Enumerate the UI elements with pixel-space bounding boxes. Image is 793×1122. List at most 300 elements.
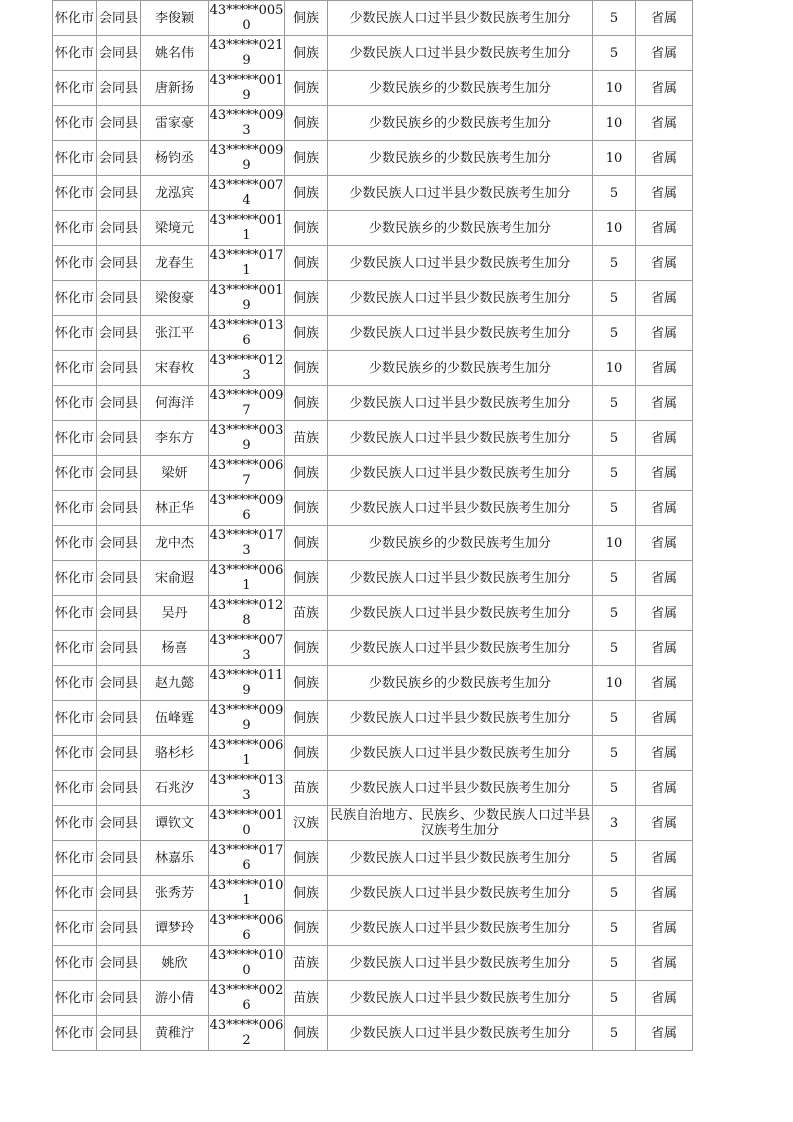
id-number-line2: 7 bbox=[242, 403, 251, 418]
id-number-line2: 9 bbox=[242, 683, 251, 698]
bonus-reason-cell: 少数民族人口过半县少数民族考生加分 bbox=[328, 596, 593, 631]
id-number-cell bbox=[209, 1016, 285, 1051]
table-row bbox=[53, 211, 693, 246]
ethnicity-cell: 苗族 bbox=[285, 596, 328, 631]
table-row bbox=[53, 561, 693, 596]
id-number-line2: 6 bbox=[242, 508, 251, 523]
bonus-points-cell: 5 bbox=[593, 876, 636, 911]
level-cell: 省属 bbox=[636, 561, 693, 596]
bonus-points-table bbox=[52, 0, 693, 1051]
bonus-points-cell: 5 bbox=[593, 1016, 636, 1051]
ethnicity-cell: 苗族 bbox=[285, 771, 328, 806]
id-number-cell bbox=[209, 771, 285, 806]
id-number-line2: 1 bbox=[242, 228, 251, 243]
bonus-points-cell: 5 bbox=[593, 386, 636, 421]
county-cell: 会同县 bbox=[97, 491, 141, 526]
name-cell: 姚欣 bbox=[141, 946, 209, 981]
id-number-line1: 43*****009 bbox=[209, 388, 284, 403]
bonus-points-cell: 5 bbox=[593, 911, 636, 946]
county-cell: 会同县 bbox=[97, 596, 141, 631]
name-cell: 梁境元 bbox=[141, 211, 209, 246]
bonus-reason-cell: 少数民族人口过半县少数民族考生加分 bbox=[328, 946, 593, 981]
id-number-cell bbox=[209, 176, 285, 211]
ethnicity-cell: 侗族 bbox=[285, 736, 328, 771]
id-number-line1: 43*****002 bbox=[209, 983, 284, 998]
level-cell: 省属 bbox=[636, 176, 693, 211]
county-cell: 会同县 bbox=[97, 246, 141, 281]
city-cell: 怀化市 bbox=[53, 1016, 97, 1051]
bonus-reason-cell: 少数民族乡的少数民族考生加分 bbox=[328, 106, 593, 141]
ethnicity-cell: 侗族 bbox=[285, 281, 328, 316]
id-number-line2: 3 bbox=[242, 648, 251, 663]
bonus-reason-cell: 少数民族人口过半县少数民族考生加分 bbox=[328, 386, 593, 421]
city-cell: 怀化市 bbox=[53, 246, 97, 281]
id-number-line2: 6 bbox=[242, 928, 251, 943]
id-number-line2: 9 bbox=[242, 718, 251, 733]
name-cell: 李俊颖 bbox=[141, 1, 209, 36]
city-cell: 怀化市 bbox=[53, 526, 97, 561]
county-cell: 会同县 bbox=[97, 736, 141, 771]
table-row bbox=[53, 526, 693, 561]
bonus-reason-cell: 少数民族乡的少数民族考生加分 bbox=[328, 71, 593, 106]
level-cell: 省属 bbox=[636, 876, 693, 911]
ethnicity-cell: 侗族 bbox=[285, 141, 328, 176]
city-cell: 怀化市 bbox=[53, 176, 97, 211]
id-number-line1: 43*****006 bbox=[209, 458, 284, 473]
id-number-line2: 0 bbox=[242, 823, 251, 838]
id-number-line1: 43*****013 bbox=[209, 318, 284, 333]
city-cell: 怀化市 bbox=[53, 316, 97, 351]
name-cell: 赵九懿 bbox=[141, 666, 209, 701]
id-number-line1: 43*****009 bbox=[209, 108, 284, 123]
ethnicity-cell: 侗族 bbox=[285, 36, 328, 71]
table-row bbox=[53, 841, 693, 876]
ethnicity-cell: 侗族 bbox=[285, 631, 328, 666]
level-cell: 省属 bbox=[636, 841, 693, 876]
id-number-cell bbox=[209, 596, 285, 631]
name-cell: 宋春枚 bbox=[141, 351, 209, 386]
city-cell: 怀化市 bbox=[53, 841, 97, 876]
id-number-line2: 1 bbox=[242, 263, 251, 278]
level-cell: 省属 bbox=[636, 946, 693, 981]
ethnicity-cell: 苗族 bbox=[285, 946, 328, 981]
id-number-cell bbox=[209, 316, 285, 351]
id-number-line1: 43*****005 bbox=[209, 3, 284, 18]
county-cell: 会同县 bbox=[97, 841, 141, 876]
table-row bbox=[53, 456, 693, 491]
bonus-reason-cell: 少数民族人口过半县少数民族考生加分 bbox=[328, 701, 593, 736]
id-number-line2: 0 bbox=[242, 18, 251, 33]
bonus-points-cell: 10 bbox=[593, 351, 636, 386]
level-cell: 省属 bbox=[636, 246, 693, 281]
name-cell: 梁俊豪 bbox=[141, 281, 209, 316]
city-cell: 怀化市 bbox=[53, 771, 97, 806]
ethnicity-cell: 苗族 bbox=[285, 981, 328, 1016]
id-number-cell bbox=[209, 71, 285, 106]
bonus-points-cell: 10 bbox=[593, 666, 636, 701]
id-number-line2: 2 bbox=[242, 1033, 251, 1048]
name-cell: 杨钧丞 bbox=[141, 141, 209, 176]
county-cell: 会同县 bbox=[97, 911, 141, 946]
bonus-reason-cell: 少数民族人口过半县少数民族考生加分 bbox=[328, 911, 593, 946]
name-cell: 张秀芳 bbox=[141, 876, 209, 911]
id-number-line1: 43*****017 bbox=[209, 528, 284, 543]
id-number-cell bbox=[209, 141, 285, 176]
name-cell: 梁妍 bbox=[141, 456, 209, 491]
id-number-cell bbox=[209, 911, 285, 946]
city-cell: 怀化市 bbox=[53, 631, 97, 666]
bonus-points-cell: 3 bbox=[593, 806, 636, 841]
county-cell: 会同县 bbox=[97, 806, 141, 841]
ethnicity-cell: 汉族 bbox=[285, 806, 328, 841]
bonus-reason-cell: 少数民族人口过半县少数民族考生加分 bbox=[328, 246, 593, 281]
bonus-reason-cell: 少数民族人口过半县少数民族考生加分 bbox=[328, 421, 593, 456]
ethnicity-cell: 侗族 bbox=[285, 911, 328, 946]
bonus-points-cell: 5 bbox=[593, 316, 636, 351]
bonus-reason-cell: 少数民族人口过半县少数民族考生加分 bbox=[328, 631, 593, 666]
county-cell: 会同县 bbox=[97, 1016, 141, 1051]
table-row bbox=[53, 36, 693, 71]
bonus-reason-cell: 少数民族人口过半县少数民族考生加分 bbox=[328, 736, 593, 771]
city-cell: 怀化市 bbox=[53, 666, 97, 701]
id-number-line2: 1 bbox=[242, 753, 251, 768]
id-number-line1: 43*****006 bbox=[209, 913, 284, 928]
city-cell: 怀化市 bbox=[53, 456, 97, 491]
id-number-cell bbox=[209, 246, 285, 281]
level-cell: 省属 bbox=[636, 36, 693, 71]
table-row bbox=[53, 771, 693, 806]
id-number-line1: 43*****010 bbox=[209, 878, 284, 893]
id-number-cell bbox=[209, 211, 285, 246]
ethnicity-cell: 侗族 bbox=[285, 316, 328, 351]
table-row bbox=[53, 491, 693, 526]
name-cell: 龙泓宾 bbox=[141, 176, 209, 211]
id-number-line1: 43*****009 bbox=[209, 493, 284, 508]
id-number-line2: 7 bbox=[242, 473, 251, 488]
ethnicity-cell: 侗族 bbox=[285, 1, 328, 36]
bonus-reason-cell: 少数民族人口过半县少数民族考生加分 bbox=[328, 456, 593, 491]
id-number-cell bbox=[209, 526, 285, 561]
city-cell: 怀化市 bbox=[53, 701, 97, 736]
name-cell: 谭梦玲 bbox=[141, 911, 209, 946]
id-number-line2: 6 bbox=[242, 858, 251, 873]
ethnicity-cell: 侗族 bbox=[285, 701, 328, 736]
county-cell: 会同县 bbox=[97, 176, 141, 211]
name-cell: 伍峰霆 bbox=[141, 701, 209, 736]
table-row bbox=[53, 876, 693, 911]
id-number-line1: 43*****007 bbox=[209, 633, 284, 648]
name-cell: 石兆汐 bbox=[141, 771, 209, 806]
id-number-line1: 43*****001 bbox=[209, 283, 284, 298]
id-number-line2: 9 bbox=[242, 158, 251, 173]
bonus-reason-cell: 少数民族人口过半县少数民族考生加分 bbox=[328, 316, 593, 351]
county-cell: 会同县 bbox=[97, 701, 141, 736]
id-number-cell bbox=[209, 351, 285, 386]
county-cell: 会同县 bbox=[97, 631, 141, 666]
bonus-points-cell: 5 bbox=[593, 701, 636, 736]
table-row bbox=[53, 1, 693, 36]
level-cell: 省属 bbox=[636, 806, 693, 841]
id-number-cell bbox=[209, 491, 285, 526]
table-row bbox=[53, 911, 693, 946]
id-number-cell bbox=[209, 701, 285, 736]
county-cell: 会同县 bbox=[97, 386, 141, 421]
level-cell: 省属 bbox=[636, 736, 693, 771]
level-cell: 省属 bbox=[636, 281, 693, 316]
bonus-points-cell: 5 bbox=[593, 946, 636, 981]
bonus-reason-cell: 少数民族人口过半县少数民族考生加分 bbox=[328, 491, 593, 526]
level-cell: 省属 bbox=[636, 141, 693, 176]
table-row bbox=[53, 736, 693, 771]
level-cell: 省属 bbox=[636, 386, 693, 421]
city-cell: 怀化市 bbox=[53, 106, 97, 141]
bonus-points-cell: 5 bbox=[593, 771, 636, 806]
city-cell: 怀化市 bbox=[53, 491, 97, 526]
bonus-points-cell: 5 bbox=[593, 981, 636, 1016]
name-cell: 游小倩 bbox=[141, 981, 209, 1016]
id-number-line1: 43*****011 bbox=[209, 668, 284, 683]
id-number-line2: 1 bbox=[242, 893, 251, 908]
bonus-reason-cell: 少数民族人口过半县少数民族考生加分 bbox=[328, 1, 593, 36]
bonus-points-cell: 5 bbox=[593, 841, 636, 876]
table-row bbox=[53, 281, 693, 316]
level-cell: 省属 bbox=[636, 106, 693, 141]
city-cell: 怀化市 bbox=[53, 211, 97, 246]
bonus-reason-cell: 少数民族人口过半县少数民族考生加分 bbox=[328, 561, 593, 596]
id-number-cell bbox=[209, 806, 285, 841]
name-cell: 谭钦文 bbox=[141, 806, 209, 841]
ethnicity-cell: 侗族 bbox=[285, 71, 328, 106]
county-cell: 会同县 bbox=[97, 561, 141, 596]
city-cell: 怀化市 bbox=[53, 596, 97, 631]
name-cell: 唐新扬 bbox=[141, 71, 209, 106]
name-cell: 宋俞遐 bbox=[141, 561, 209, 596]
city-cell: 怀化市 bbox=[53, 561, 97, 596]
level-cell: 省属 bbox=[636, 981, 693, 1016]
name-cell: 李东方 bbox=[141, 421, 209, 456]
county-cell: 会同县 bbox=[97, 106, 141, 141]
id-number-line2: 3 bbox=[242, 788, 251, 803]
id-number-line1: 43*****010 bbox=[209, 948, 284, 963]
county-cell: 会同县 bbox=[97, 1, 141, 36]
id-number-line1: 43*****012 bbox=[209, 598, 284, 613]
level-cell: 省属 bbox=[636, 911, 693, 946]
bonus-points-cell: 5 bbox=[593, 421, 636, 456]
id-number-line2: 6 bbox=[242, 333, 251, 348]
county-cell: 会同县 bbox=[97, 946, 141, 981]
name-cell: 林正华 bbox=[141, 491, 209, 526]
table-row bbox=[53, 386, 693, 421]
city-cell: 怀化市 bbox=[53, 911, 97, 946]
name-cell: 张江平 bbox=[141, 316, 209, 351]
name-cell: 龙春生 bbox=[141, 246, 209, 281]
level-cell: 省属 bbox=[636, 526, 693, 561]
id-number-line1: 43*****006 bbox=[209, 738, 284, 753]
name-cell: 雷家豪 bbox=[141, 106, 209, 141]
county-cell: 会同县 bbox=[97, 421, 141, 456]
table-row bbox=[53, 946, 693, 981]
level-cell: 省属 bbox=[636, 631, 693, 666]
id-number-line2: 3 bbox=[242, 368, 251, 383]
county-cell: 会同县 bbox=[97, 141, 141, 176]
ethnicity-cell: 侗族 bbox=[285, 876, 328, 911]
id-number-cell bbox=[209, 736, 285, 771]
city-cell: 怀化市 bbox=[53, 36, 97, 71]
id-number-line1: 43*****009 bbox=[209, 703, 284, 718]
county-cell: 会同县 bbox=[97, 281, 141, 316]
level-cell: 省属 bbox=[636, 771, 693, 806]
city-cell: 怀化市 bbox=[53, 386, 97, 421]
id-number-line1: 43*****021 bbox=[209, 38, 284, 53]
bonus-points-cell: 10 bbox=[593, 141, 636, 176]
bonus-reason-cell: 少数民族人口过半县少数民族考生加分 bbox=[328, 771, 593, 806]
id-number-cell bbox=[209, 1, 285, 36]
table-row bbox=[53, 246, 693, 281]
id-number-cell bbox=[209, 666, 285, 701]
city-cell: 怀化市 bbox=[53, 71, 97, 106]
table-row bbox=[53, 596, 693, 631]
level-cell: 省属 bbox=[636, 701, 693, 736]
county-cell: 会同县 bbox=[97, 771, 141, 806]
id-number-cell bbox=[209, 946, 285, 981]
bonus-points-cell: 5 bbox=[593, 246, 636, 281]
ethnicity-cell: 侗族 bbox=[285, 106, 328, 141]
bonus-points-cell: 5 bbox=[593, 1, 636, 36]
id-number-line1: 43*****006 bbox=[209, 563, 284, 578]
level-cell: 省属 bbox=[636, 491, 693, 526]
bonus-points-cell: 5 bbox=[593, 736, 636, 771]
county-cell: 会同县 bbox=[97, 316, 141, 351]
ethnicity-cell: 侗族 bbox=[285, 386, 328, 421]
id-number-line1: 43*****001 bbox=[209, 73, 284, 88]
table-row bbox=[53, 421, 693, 456]
bonus-reason-cell: 少数民族人口过半县少数民族考生加分 bbox=[328, 981, 593, 1016]
document-page bbox=[52, 0, 693, 1051]
bonus-points-cell: 5 bbox=[593, 176, 636, 211]
table-row bbox=[53, 176, 693, 211]
ethnicity-cell: 侗族 bbox=[285, 1016, 328, 1051]
bonus-points-cell: 5 bbox=[593, 631, 636, 666]
bonus-points-cell: 5 bbox=[593, 561, 636, 596]
ethnicity-cell: 侗族 bbox=[285, 666, 328, 701]
county-cell: 会同县 bbox=[97, 666, 141, 701]
ethnicity-cell: 侗族 bbox=[285, 561, 328, 596]
id-number-line2: 1 bbox=[242, 578, 251, 593]
id-number-line1: 43*****007 bbox=[209, 178, 284, 193]
id-number-line2: 4 bbox=[242, 193, 251, 208]
table-row bbox=[53, 351, 693, 386]
id-number-line2: 3 bbox=[242, 543, 251, 558]
table-row bbox=[53, 981, 693, 1016]
city-cell: 怀化市 bbox=[53, 421, 97, 456]
ethnicity-cell: 侗族 bbox=[285, 526, 328, 561]
bonus-reason-cell: 民族自治地方、民族乡、少数民族人口过半县汉族考生加分 bbox=[328, 806, 593, 841]
county-cell: 会同县 bbox=[97, 456, 141, 491]
ethnicity-cell: 侗族 bbox=[285, 491, 328, 526]
level-cell: 省属 bbox=[636, 1016, 693, 1051]
name-cell: 黄稚泞 bbox=[141, 1016, 209, 1051]
table-row bbox=[53, 106, 693, 141]
id-number-cell bbox=[209, 281, 285, 316]
table-row bbox=[53, 1016, 693, 1051]
id-number-line2: 3 bbox=[242, 123, 251, 138]
id-number-line1: 43*****012 bbox=[209, 353, 284, 368]
level-cell: 省属 bbox=[636, 1, 693, 36]
level-cell: 省属 bbox=[636, 71, 693, 106]
bonus-reason-cell: 少数民族乡的少数民族考生加分 bbox=[328, 666, 593, 701]
bonus-points-cell: 10 bbox=[593, 71, 636, 106]
id-number-line2: 9 bbox=[242, 298, 251, 313]
county-cell: 会同县 bbox=[97, 526, 141, 561]
city-cell: 怀化市 bbox=[53, 736, 97, 771]
ethnicity-cell: 侗族 bbox=[285, 841, 328, 876]
bonus-reason-cell: 少数民族人口过半县少数民族考生加分 bbox=[328, 876, 593, 911]
name-cell: 何海洋 bbox=[141, 386, 209, 421]
id-number-line1: 43*****017 bbox=[209, 248, 284, 263]
id-number-line1: 43*****001 bbox=[209, 808, 284, 823]
name-cell: 姚名伟 bbox=[141, 36, 209, 71]
level-cell: 省属 bbox=[636, 351, 693, 386]
county-cell: 会同县 bbox=[97, 351, 141, 386]
id-number-cell bbox=[209, 106, 285, 141]
level-cell: 省属 bbox=[636, 211, 693, 246]
ethnicity-cell: 侗族 bbox=[285, 351, 328, 386]
county-cell: 会同县 bbox=[97, 71, 141, 106]
city-cell: 怀化市 bbox=[53, 141, 97, 176]
id-number-line1: 43*****003 bbox=[209, 423, 284, 438]
ethnicity-cell: 侗族 bbox=[285, 211, 328, 246]
id-number-line2: 9 bbox=[242, 88, 251, 103]
city-cell: 怀化市 bbox=[53, 281, 97, 316]
bonus-reason-cell: 少数民族人口过半县少数民族考生加分 bbox=[328, 36, 593, 71]
bonus-reason-cell: 少数民族人口过半县少数民族考生加分 bbox=[328, 841, 593, 876]
id-number-line2: 0 bbox=[242, 963, 251, 978]
bonus-reason-cell: 少数民族乡的少数民族考生加分 bbox=[328, 211, 593, 246]
city-cell: 怀化市 bbox=[53, 806, 97, 841]
name-cell: 林嘉乐 bbox=[141, 841, 209, 876]
id-number-line1: 43*****006 bbox=[209, 1018, 284, 1033]
bonus-reason-cell: 少数民族乡的少数民族考生加分 bbox=[328, 351, 593, 386]
name-cell: 杨喜 bbox=[141, 631, 209, 666]
bonus-points-cell: 5 bbox=[593, 36, 636, 71]
ethnicity-cell: 侗族 bbox=[285, 176, 328, 211]
bonus-points-cell: 10 bbox=[593, 106, 636, 141]
id-number-cell bbox=[209, 421, 285, 456]
id-number-line1: 43*****009 bbox=[209, 143, 284, 158]
table-row bbox=[53, 666, 693, 701]
city-cell: 怀化市 bbox=[53, 981, 97, 1016]
bonus-points-cell: 5 bbox=[593, 596, 636, 631]
id-number-cell bbox=[209, 36, 285, 71]
city-cell: 怀化市 bbox=[53, 876, 97, 911]
table-row bbox=[53, 631, 693, 666]
level-cell: 省属 bbox=[636, 421, 693, 456]
level-cell: 省属 bbox=[636, 666, 693, 701]
id-number-cell bbox=[209, 981, 285, 1016]
city-cell: 怀化市 bbox=[53, 946, 97, 981]
id-number-cell bbox=[209, 841, 285, 876]
level-cell: 省属 bbox=[636, 596, 693, 631]
table-row bbox=[53, 141, 693, 176]
id-number-line1: 43*****001 bbox=[209, 213, 284, 228]
table-row bbox=[53, 701, 693, 736]
bonus-points-cell: 5 bbox=[593, 456, 636, 491]
bonus-reason-cell: 少数民族乡的少数民族考生加分 bbox=[328, 526, 593, 561]
name-cell: 龙中杰 bbox=[141, 526, 209, 561]
bonus-reason-cell: 少数民族人口过半县少数民族考生加分 bbox=[328, 1016, 593, 1051]
county-cell: 会同县 bbox=[97, 981, 141, 1016]
table-row bbox=[53, 71, 693, 106]
